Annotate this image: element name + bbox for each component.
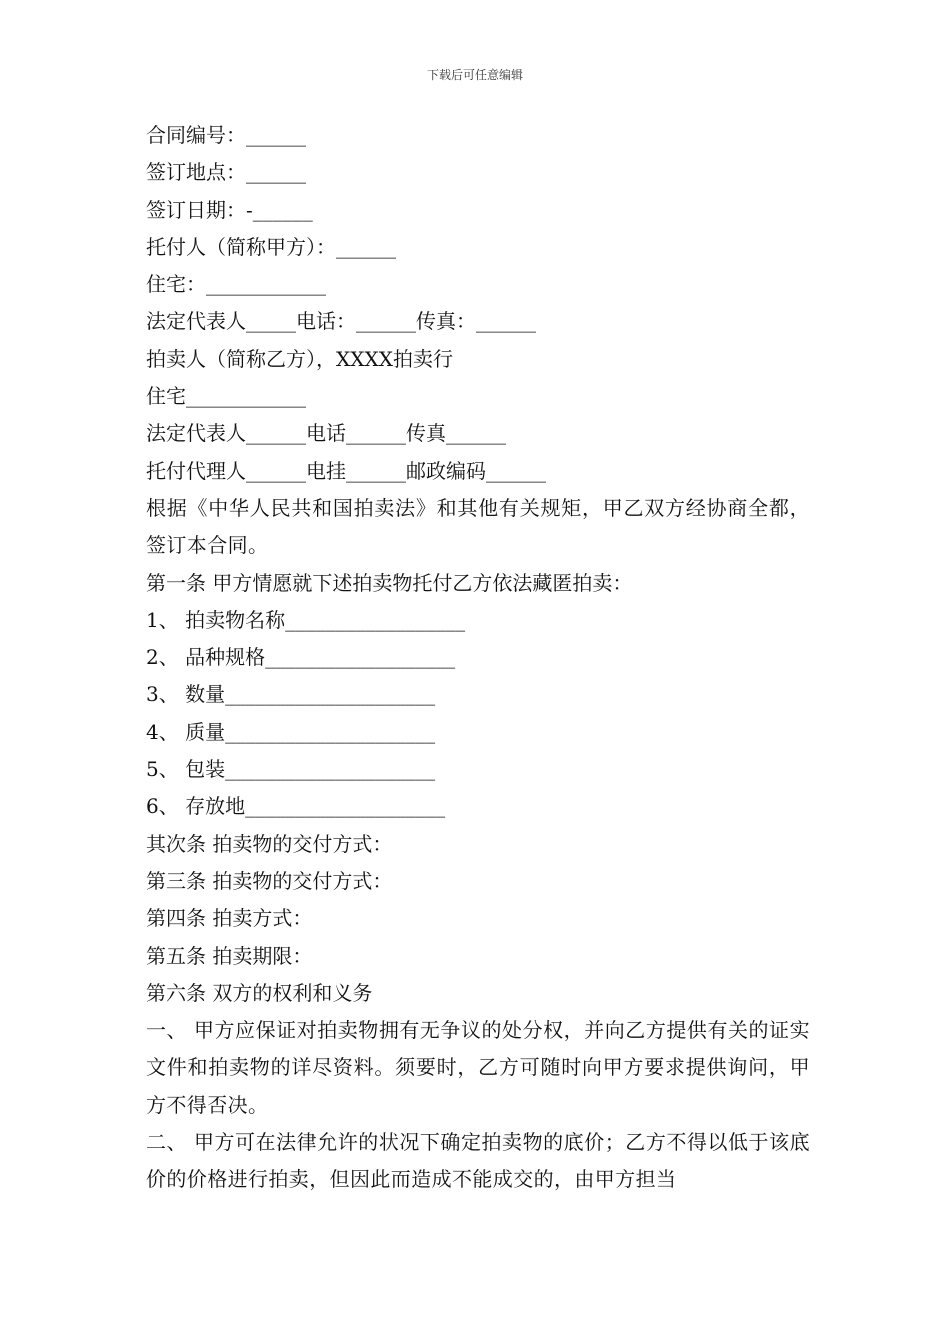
contract-number-line: 合同编号：______: [146, 123, 306, 147]
article-6: 第六条 双方的权利和义务: [146, 980, 373, 1005]
list-item: 6、 存放地____________________: [146, 794, 446, 819]
list-item: 2、 品种规格___________________: [146, 645, 456, 670]
article-3: 第三条 拍卖物的交付方式：: [146, 868, 393, 893]
party-a-representative-line: 法定代表人_____电话：______传真：______: [146, 309, 536, 334]
list-item: 1、 拍卖物名称__________________: [146, 607, 466, 632]
page-header: 下载后可任意编辑: [426, 68, 523, 82]
signing-date-line: 签订日期：-______: [146, 197, 313, 222]
agent-line: 托付代理人______电挂______邮政编码______: [146, 458, 546, 483]
article-2: 其次条 拍卖物的交付方式：: [146, 831, 393, 856]
signing-place-line: 签订地点：______: [146, 160, 306, 185]
list-item: 4、 质量_____________________: [146, 719, 436, 744]
list-item: 5、 包装_____________________: [146, 757, 436, 782]
party-b-address-line: 住宅____________: [146, 384, 306, 409]
party-b-representative-line: 法定代表人______电话______传真______: [146, 421, 506, 446]
article-5: 第五条 拍卖期限：: [146, 943, 313, 968]
clause-1-paragraph: 一、 甲方应保证对拍卖物拥有无争议的处分权，并向乙方提供有关的证实文件和拍卖物的详尽资料。须要时，乙方可随时向甲方要求提供询问，甲方不得否决。: [146, 1018, 810, 1117]
party-a-line: 托付人（简称甲方）：______: [146, 234, 396, 259]
intro-paragraph: 根据《中华人民共和国拍卖法》和其他有关规矩，甲乙双方经协商全都，签订本合同。: [146, 495, 810, 558]
list-item: 3、 数量_____________________: [146, 682, 436, 707]
party-b-line: 拍卖人（简称乙方），XXXX拍卖行: [146, 346, 453, 371]
article-4: 第四条 拍卖方式：: [146, 906, 313, 931]
clause-2-paragraph: 二、 甲方可在法律允许的状况下确定拍卖物的底价；乙方不得以低于该底价的价格进行拍卖，但因此而造成不能成交的，由甲方担当: [146, 1130, 810, 1192]
document-body: [146, 117, 810, 1199]
article-1: 第一条 甲方情愿就下述拍卖物托付乙方依法藏匿拍卖：: [146, 570, 633, 595]
party-a-address-line: 住宅：____________: [146, 272, 326, 297]
